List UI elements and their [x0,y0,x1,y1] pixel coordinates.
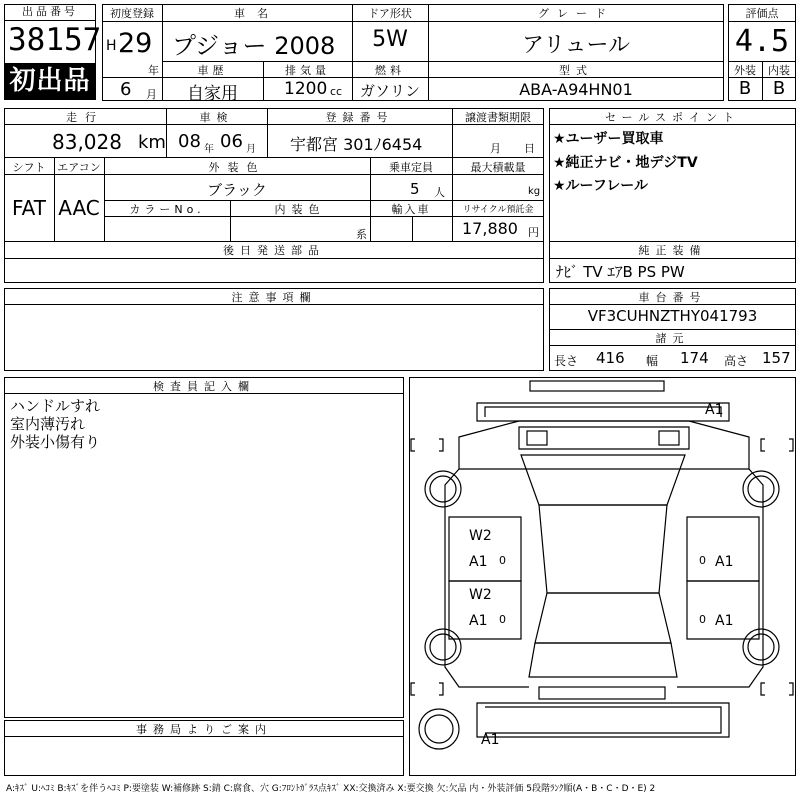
mileage-value: 83,028 [52,130,122,154]
transfer-deadline-header: 譲渡書類期限 [465,111,531,124]
mark-right-front: A1 [715,554,734,570]
score-header: 評価点 [745,7,779,20]
door-value: 5W [372,27,408,52]
fuel-value: ガソリン [359,82,420,100]
car-name-header: 車名 [234,7,280,20]
width-value: 174 [680,349,709,367]
shift-header: シフト [12,161,46,174]
first-listing-badge: 初出品 [5,63,95,99]
inspection-header: 車検 [199,111,234,124]
inspector-line: 外装小傷有り [10,433,101,451]
reg-number-value: 宇都宮 301ﾉ6454 [290,135,423,154]
mark-left-front-2: A1 [469,554,488,570]
width-label: 幅 [646,354,659,368]
mark-zero: 0 [499,554,506,567]
transfer-month-unit: 月 [490,142,501,155]
interior-color-header: 内装色 [274,203,326,216]
chassis-header: 車台番号 [638,291,707,304]
shift-value: FAT [11,196,46,220]
sales-point-item: ★ユーザー買取車 [553,131,664,147]
reg-number-header: 登録番号 [325,111,394,124]
interior-color-suffix: 系 [356,228,367,241]
displacement-header: 排気量 [285,64,330,77]
mark-zero: 0 [699,554,706,567]
exterior-color-value: ブラック [207,181,267,199]
inspection-year: 08 [178,131,201,152]
office-header: 事務局よりご案内 [136,723,272,736]
inspector-header: 検査員記入欄 [153,380,255,393]
mark-left-rear-2: A1 [469,613,488,629]
grade-header: グレード [538,7,614,20]
first-reg-year-unit: 年 [148,64,159,77]
first-reg-month-unit: 月 [146,88,157,101]
interior-score-header: 内装 [768,64,790,77]
mark-rear-bumper: A1 [481,732,500,748]
length-label: 長さ [554,354,579,368]
exterior-score: B [738,78,752,99]
fuel-header: 燃料 [375,64,405,77]
recycle-header: リサイクル預託金 [462,205,534,215]
mileage-header: 走行 [66,111,104,124]
inspector-line: ハンドルすれ [10,397,101,415]
equipment-value: ﾅﾋﾞ TV ｴｱB PS PW [556,263,685,281]
first-reg-year: 29 [118,28,153,59]
legend: A:ｷｽﾞ U:ﾍｺﾐ B:ｷｽﾞを伴うﾍｺﾐ P:要塗装 W:補修跡 S:錆 C:腐食、穴 G:ﾌﾛﾝﾄｶﾞﾗｽ点ｷｽﾞ XX:交換済み X:要交換 欠:欠品 内・外装評価 5段階ﾗﾝｸ順(A・B・C・D・E) 2 [6,784,656,794]
score-value: 4.5 [734,24,790,59]
equipment-header: 純正装備 [638,244,707,257]
interior-score: B [772,78,786,99]
history-header: 車歴 [197,64,228,77]
inspection-month: 06 [220,131,243,152]
dimensions-header: 諸元 [655,332,690,345]
listing-header: 出品番号 [4,4,96,21]
mark-zero: 0 [699,613,706,626]
notes-header: 注意事項欄 [231,291,317,304]
capacity-unit: 人 [434,186,445,199]
height-label: 高さ [724,354,749,368]
displacement-value: 1200 [284,79,328,99]
first-reg-era: H [106,38,117,54]
mark-left-rear-1: W2 [469,587,492,603]
listing-number: 38157 [8,22,102,58]
capacity-header: 乗車定員 [389,161,433,174]
capacity-value: 5 [410,180,420,198]
aircon-value: AAC [58,196,100,220]
recycle-unit: 円 [528,226,539,239]
first-reg-header: 初度登録 [110,7,154,20]
inspection-month-unit: 月 [246,144,256,155]
sales-points-header: セールスポイント [604,111,740,124]
mark-zero: 0 [499,613,506,626]
height-value: 157 [762,349,791,367]
color-no-header: カラーNo. [129,203,205,216]
model-code-value: ABA-A94HN01 [519,80,633,99]
inspection-year-unit: 年 [204,144,214,155]
mileage-unit: km [138,132,166,153]
exterior-score-header: 外装 [734,64,756,77]
max-load-unit: kg [528,186,541,197]
imported-header: 輸入車 [391,203,431,216]
exterior-color-header: 外装色 [208,161,266,174]
chassis-value: VF3CUHNZTHY041793 [587,307,758,325]
door-header: ドア形状 [368,7,412,20]
sales-point-item: ★ルーフレール [553,178,649,194]
history-value: 自家用 [187,84,238,104]
max-load-header: 最大積載量 [470,161,526,174]
sales-point-item: ★純正ナビ・地デジTV [553,155,698,171]
car-diagram [409,377,796,776]
first-reg-month: 6 [120,79,132,100]
mark-left-front-1: W2 [469,528,492,544]
recycle-value: 17,880 [462,219,518,238]
displacement-unit: cc [330,85,343,98]
model-code-header: 型式 [559,64,593,77]
transfer-day-unit: 日 [524,142,535,155]
aircon-header: エアコン [57,161,101,174]
car-name-value: プジョー 2008 [172,32,336,60]
inspector-line: 室内薄汚れ [10,415,86,433]
mark-right-rear: A1 [715,613,734,629]
later-parts-header: 後日発送部品 [223,244,325,257]
mark-front-right: A1 [705,402,724,418]
grade-value: アリュール [521,33,631,58]
length-value: 416 [596,349,625,367]
